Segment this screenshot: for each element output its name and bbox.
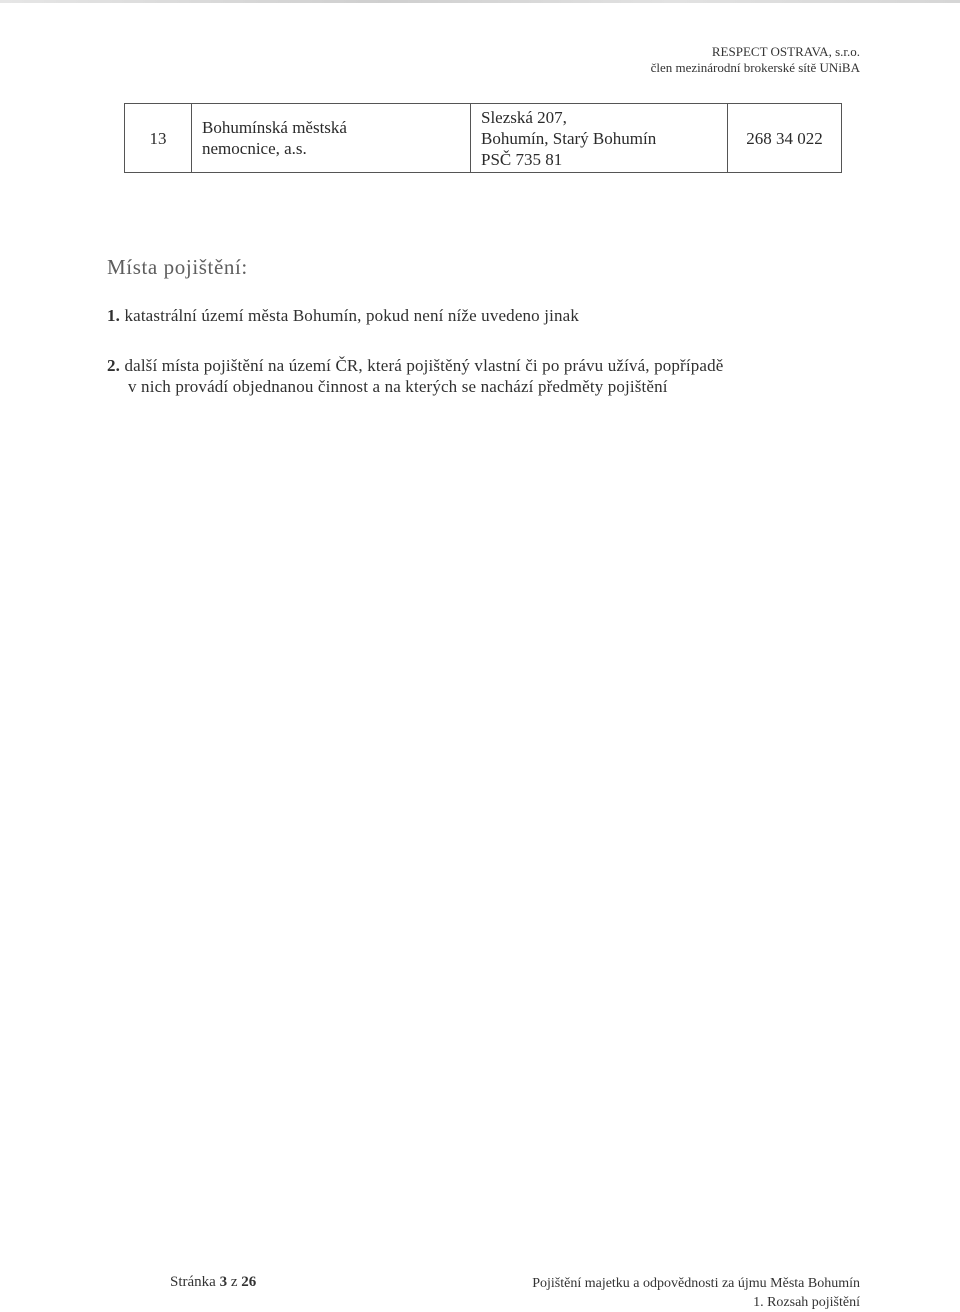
page-counter xyxy=(170,1274,256,1291)
item-number: 1. xyxy=(107,306,121,325)
item-text-line1: další místa pojištění na území ČR, která pojištěný vlastní či po právu užívá, popřípadě xyxy=(124,356,724,375)
item-text-line2: v nich provádí objednanou činnost a na kterých se nachází předměty pojištění xyxy=(128,377,668,396)
entity-name-line2: nemocnice, a.s. xyxy=(202,139,307,158)
item-text: katastrální území města Bohumín, pokud není níže uvedeno jinak xyxy=(124,306,579,325)
network-membership: člen mezinárodní brokerské sítě UNiBA xyxy=(650,60,860,75)
address-line2: Bohumín, Starý Bohumín xyxy=(481,128,657,148)
address-line3: PSČ 735 81 xyxy=(481,149,563,169)
page-current: 3 xyxy=(219,1274,228,1290)
address-line1: Slezská 207, xyxy=(481,107,567,127)
entity-address xyxy=(471,104,728,173)
page-total: 26 xyxy=(241,1274,257,1290)
section-heading: Místa pojištění: xyxy=(107,255,248,279)
chapter-title: 1. Rozsah pojištění xyxy=(753,1295,860,1310)
scan-edge xyxy=(0,0,960,3)
entity-ico: 268 34 022 xyxy=(728,104,842,173)
company-name: RESPECT OSTRAVA, s.r.o. xyxy=(711,44,860,59)
entity-name xyxy=(192,104,471,173)
list-item xyxy=(107,305,867,326)
item-number: 2. xyxy=(107,356,121,375)
page-footer xyxy=(532,1274,860,1312)
entity-number: 13 xyxy=(125,104,192,173)
page-header xyxy=(651,44,860,76)
insured-entity-table xyxy=(124,103,842,173)
entity-name-line1: Bohumínská městská xyxy=(202,118,347,137)
table-row xyxy=(125,104,842,173)
list-item xyxy=(107,355,867,397)
document-title: Pojištění majetku a odpovědnosti za újmu Města Bohumín xyxy=(532,1276,860,1291)
page-prefix: Stránka xyxy=(170,1274,216,1290)
page-sep: z xyxy=(230,1274,238,1290)
